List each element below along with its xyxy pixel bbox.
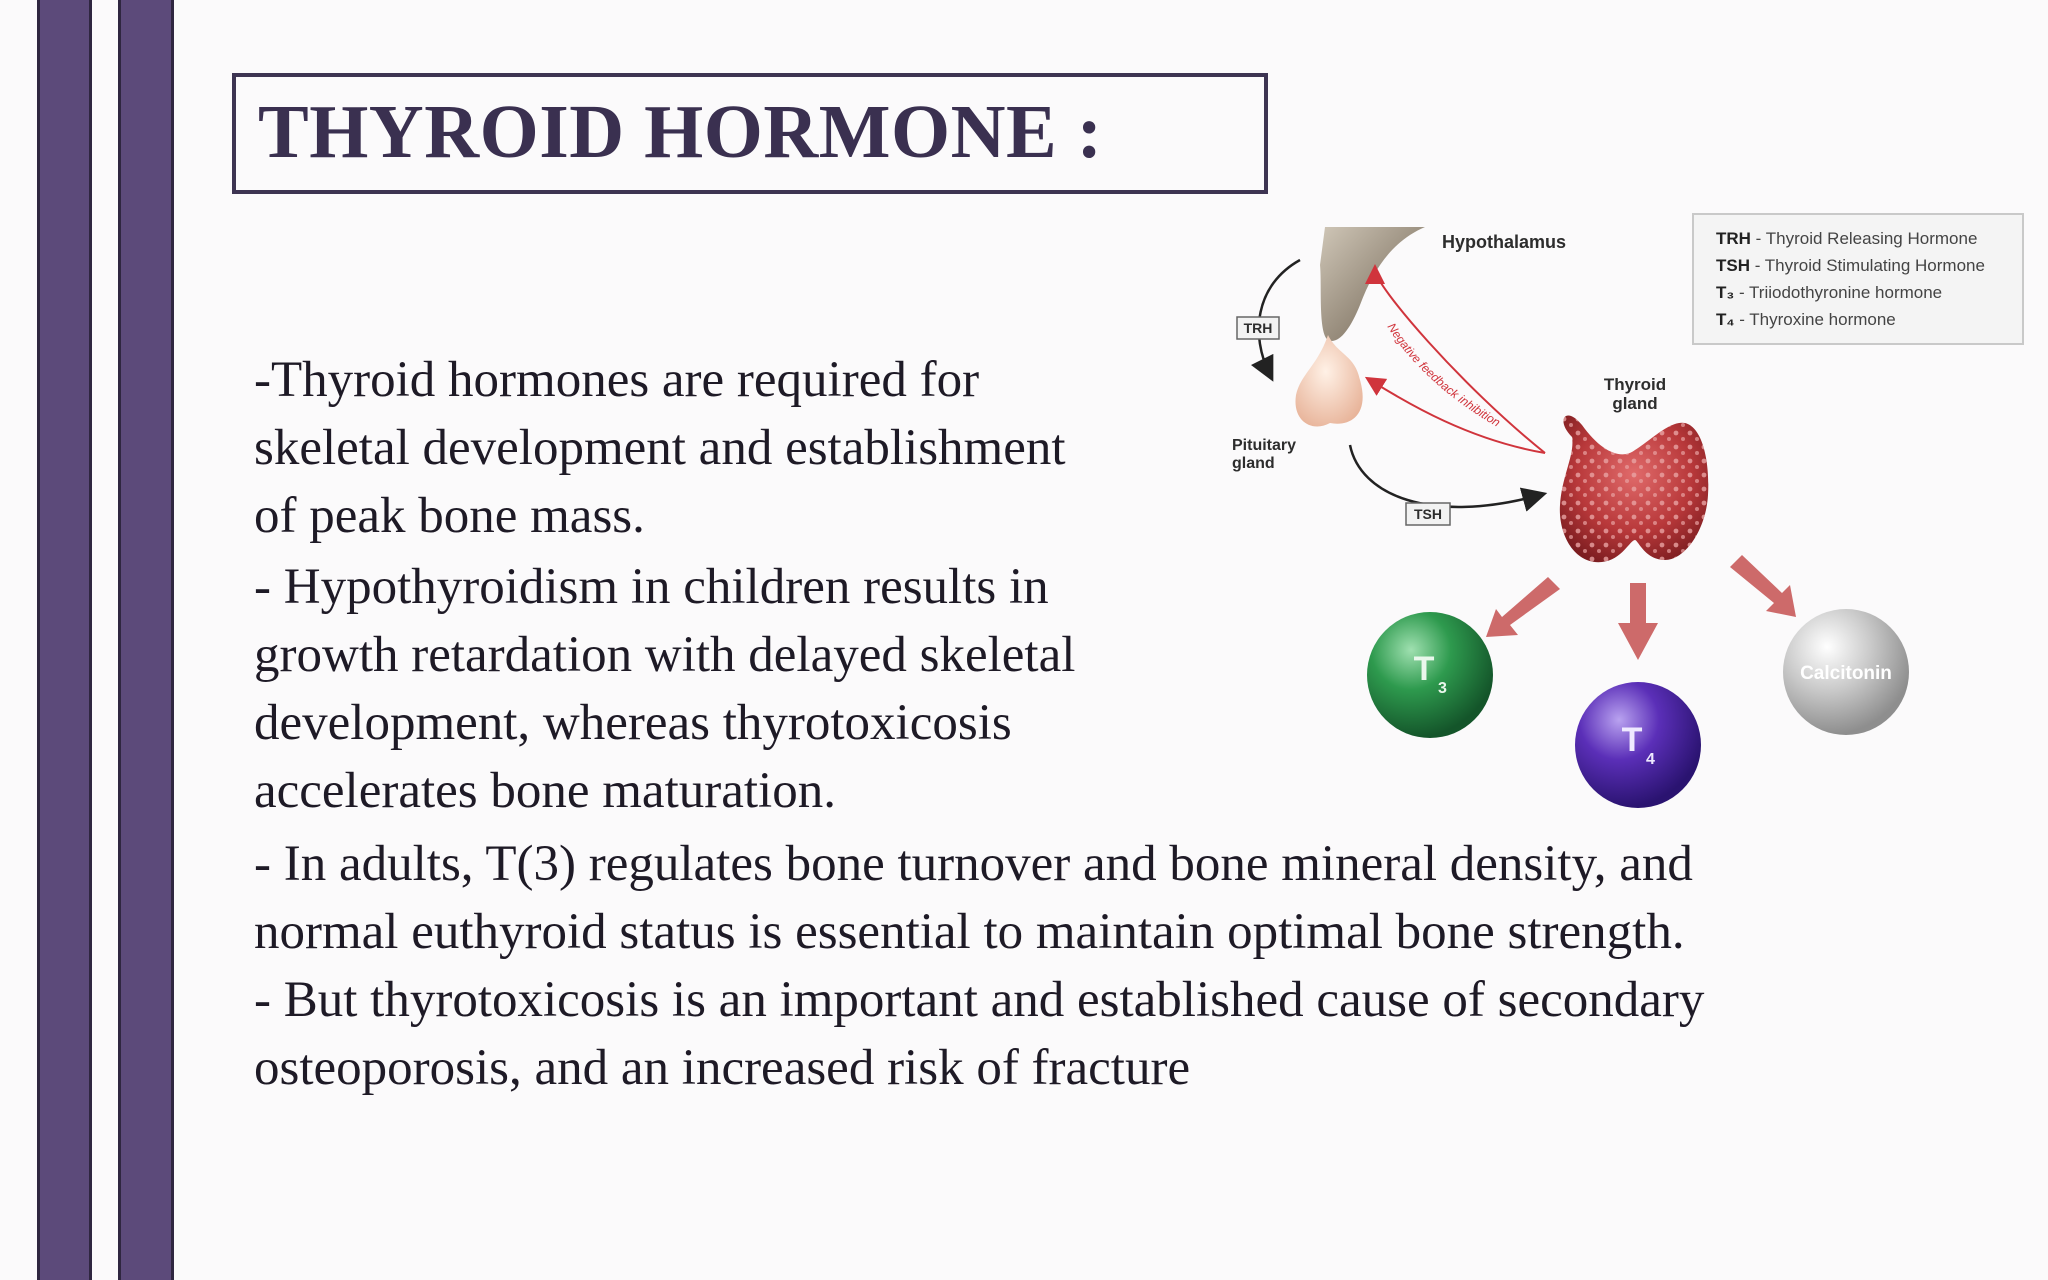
text-line: growth retardation with delayed skeletal <box>254 627 1076 683</box>
arrow-to-calcitonin <box>1730 555 1796 617</box>
slide-title: THYROID HORMONE : <box>258 90 1103 174</box>
t3-ball <box>1367 612 1493 738</box>
t4-subscript: 4 <box>1646 751 1655 768</box>
text-line: - In adults, T(3) regulates bone turnover and bone mineral density, and <box>254 836 1693 892</box>
feedback-arrow-to-hypothalamus <box>1375 270 1545 453</box>
text-line: -Thyroid hormones are required for <box>254 352 980 408</box>
text-line: - But thyrotoxicosis is an important and established cause of secondary <box>254 972 1705 1028</box>
legend-row-t3 <box>1716 279 2022 306</box>
text-line: development, whereas thyrotoxicosis <box>254 695 1012 751</box>
paragraph-adults <box>254 830 1704 1102</box>
hormone-legend <box>1692 213 2024 345</box>
title-box <box>232 73 1268 194</box>
tsh-arrow <box>1350 445 1540 507</box>
t3-subscript: 3 <box>1438 680 1447 697</box>
legend-desc: - Thyroxine hormone <box>1734 310 1896 329</box>
legend-row-trh <box>1716 225 2022 252</box>
feedback-label: Negative feedback inhibition <box>1384 320 1503 430</box>
paragraph-hypothyroidism <box>254 553 1075 825</box>
thyroid-label-line2: gland <box>1612 394 1658 413</box>
t3-label: T <box>1413 650 1435 688</box>
text-line: osteoporosis, and an increased risk of fracture <box>254 1040 1191 1096</box>
text-line: accelerates bone maturation. <box>254 763 836 819</box>
text-line: normal euthyroid status is essential to maintain optimal bone strength. <box>254 904 1685 960</box>
trh-label: TRH <box>1243 320 1273 336</box>
legend-abbr: T₄ <box>1716 310 1735 329</box>
thyroid-gland <box>1560 415 1708 562</box>
legend-abbr: TRH <box>1716 229 1751 248</box>
pituitary-label-line2: gland <box>1232 455 1275 472</box>
tsh-label: TSH <box>1414 506 1442 522</box>
arrow-to-t4 <box>1618 583 1658 660</box>
calcitonin-label: Calcitonin <box>1800 663 1892 684</box>
pituitary-label-line1: Pituitary <box>1232 437 1297 454</box>
legend-abbr: T₃ <box>1716 283 1735 302</box>
t4-label: T <box>1621 721 1643 759</box>
legend-row-tsh <box>1716 252 2022 279</box>
legend-desc: - Thyroid Stimulating Hormone <box>1750 256 1985 275</box>
text-line: of peak bone mass. <box>254 488 645 544</box>
t4-ball <box>1575 682 1701 808</box>
thyroid-label-line1: Thyroid <box>1603 375 1667 394</box>
hypothalamus-shape <box>1320 227 1425 341</box>
left-accent-bar <box>37 0 92 1280</box>
legend-desc: - Thyroid Releasing Hormone <box>1750 229 1978 248</box>
pituitary-gland-shape <box>1295 335 1362 427</box>
legend-abbr: TSH <box>1716 256 1750 275</box>
calcitonin-ball <box>1783 609 1909 735</box>
left-accent-bar-inner <box>118 0 174 1280</box>
hypothalamus-label: Hypothalamus <box>1442 232 1567 252</box>
legend-desc: - Triiodothyronine hormone <box>1734 283 1943 302</box>
paragraph-skeletal-development <box>254 346 1066 550</box>
arrow-to-t3 <box>1486 577 1560 637</box>
text-line: - Hypothyroidism in children results in <box>254 559 1049 615</box>
text-line: skeletal development and establishment <box>254 420 1066 476</box>
legend-row-t4 <box>1716 306 2022 333</box>
